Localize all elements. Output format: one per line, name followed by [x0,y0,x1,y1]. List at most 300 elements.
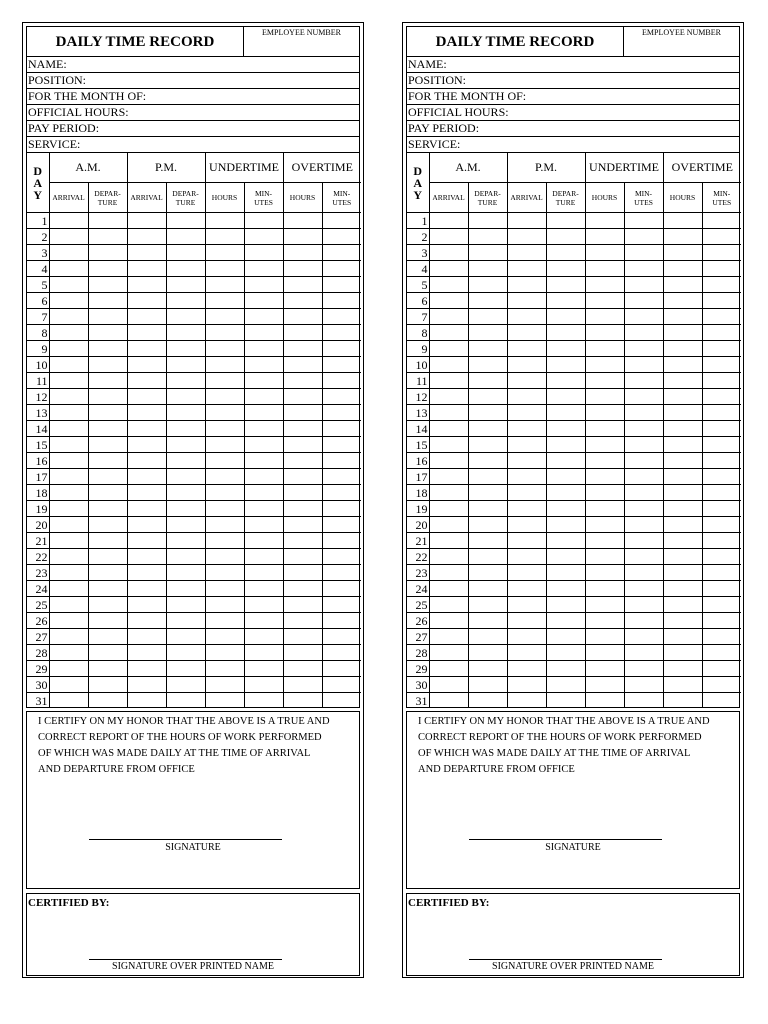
pm-departure-cell[interactable] [166,373,205,389]
overtime-minutes-cell[interactable] [702,373,741,389]
pm-arrival-cell[interactable] [127,325,166,341]
undertime-hours-cell[interactable] [205,357,244,373]
undertime-minutes-cell[interactable] [244,469,283,485]
am-departure-cell[interactable] [88,261,127,277]
overtime-minutes-cell[interactable] [322,661,361,677]
undertime-minutes-cell[interactable] [244,309,283,325]
pm-arrival-cell[interactable] [127,405,166,421]
undertime-hours-cell[interactable] [205,533,244,549]
pm-arrival-cell[interactable] [507,437,546,453]
pm-departure-cell[interactable] [166,613,205,629]
undertime-minutes-cell[interactable] [624,309,663,325]
am-departure-cell[interactable] [468,629,507,645]
undertime-minutes-cell[interactable] [244,405,283,421]
undertime-hours-cell[interactable] [205,661,244,677]
undertime-minutes-cell[interactable] [624,501,663,517]
undertime-minutes-cell[interactable] [244,421,283,437]
pm-arrival-cell[interactable] [507,261,546,277]
overtime-hours-cell[interactable] [283,501,322,517]
am-departure-cell[interactable] [88,309,127,325]
overtime-hours-cell[interactable] [663,277,702,293]
pm-departure-cell[interactable] [166,261,205,277]
overtime-minutes-cell[interactable] [322,581,361,597]
undertime-hours-cell[interactable] [585,581,624,597]
am-arrival-cell[interactable] [429,293,468,309]
am-arrival-cell[interactable] [49,469,88,485]
pm-arrival-cell[interactable] [127,389,166,405]
overtime-minutes-cell[interactable] [702,469,741,485]
overtime-hours-cell[interactable] [283,645,322,661]
undertime-hours-cell[interactable] [205,213,244,229]
am-departure-cell[interactable] [468,533,507,549]
pm-departure-cell[interactable] [166,437,205,453]
undertime-hours-cell[interactable] [205,485,244,501]
am-departure-cell[interactable] [88,277,127,293]
overtime-hours-cell[interactable] [283,661,322,677]
undertime-minutes-cell[interactable] [244,485,283,501]
am-arrival-cell[interactable] [49,389,88,405]
am-departure-cell[interactable] [468,229,507,245]
pm-departure-cell[interactable] [166,629,205,645]
undertime-hours-cell[interactable] [585,357,624,373]
am-arrival-cell[interactable] [429,565,468,581]
pm-departure-cell[interactable] [546,341,585,357]
am-departure-cell[interactable] [468,309,507,325]
am-departure-cell[interactable] [468,405,507,421]
undertime-hours-cell[interactable] [585,261,624,277]
am-departure-cell[interactable] [468,373,507,389]
pm-departure-cell[interactable] [166,517,205,533]
pm-departure-cell[interactable] [546,405,585,421]
overtime-hours-cell[interactable] [663,357,702,373]
am-departure-cell[interactable] [88,389,127,405]
pm-arrival-cell[interactable] [507,533,546,549]
am-arrival-cell[interactable] [49,597,88,613]
undertime-hours-cell[interactable] [585,309,624,325]
overtime-hours-cell[interactable] [663,389,702,405]
pm-arrival-cell[interactable] [127,261,166,277]
pm-departure-cell[interactable] [166,357,205,373]
undertime-hours-cell[interactable] [205,229,244,245]
overtime-hours-cell[interactable] [283,693,322,709]
overtime-hours-cell[interactable] [663,661,702,677]
position-field[interactable]: POSITION: [407,73,739,89]
pm-arrival-cell[interactable] [507,229,546,245]
pm-departure-cell[interactable] [546,533,585,549]
overtime-minutes-cell[interactable] [322,229,361,245]
pm-arrival-cell[interactable] [507,581,546,597]
undertime-hours-cell[interactable] [205,261,244,277]
am-departure-cell[interactable] [88,469,127,485]
overtime-hours-cell[interactable] [663,213,702,229]
overtime-hours-cell[interactable] [663,453,702,469]
undertime-minutes-cell[interactable] [624,485,663,501]
am-arrival-cell[interactable] [429,677,468,693]
am-departure-cell[interactable] [88,533,127,549]
undertime-minutes-cell[interactable] [244,277,283,293]
employee-signature-line[interactable] [469,839,662,840]
undertime-hours-cell[interactable] [585,389,624,405]
pm-departure-cell[interactable] [166,565,205,581]
am-departure-cell[interactable] [468,453,507,469]
am-departure-cell[interactable] [468,245,507,261]
pm-arrival-cell[interactable] [507,373,546,389]
undertime-minutes-cell[interactable] [624,213,663,229]
overtime-hours-cell[interactable] [283,437,322,453]
am-arrival-cell[interactable] [49,421,88,437]
am-departure-cell[interactable] [88,565,127,581]
overtime-minutes-cell[interactable] [322,517,361,533]
am-arrival-cell[interactable] [429,213,468,229]
overtime-hours-cell[interactable] [283,325,322,341]
pm-departure-cell[interactable] [166,309,205,325]
am-departure-cell[interactable] [468,549,507,565]
overtime-hours-cell[interactable] [283,533,322,549]
pm-arrival-cell[interactable] [127,373,166,389]
undertime-hours-cell[interactable] [585,373,624,389]
overtime-minutes-cell[interactable] [322,597,361,613]
pm-departure-cell[interactable] [166,325,205,341]
pm-departure-cell[interactable] [166,277,205,293]
pm-departure-cell[interactable] [546,469,585,485]
am-arrival-cell[interactable] [49,517,88,533]
pm-departure-cell[interactable] [546,421,585,437]
undertime-hours-cell[interactable] [585,597,624,613]
overtime-minutes-cell[interactable] [702,213,741,229]
pm-arrival-cell[interactable] [507,629,546,645]
overtime-hours-cell[interactable] [663,549,702,565]
undertime-hours-cell[interactable] [205,677,244,693]
pm-arrival-cell[interactable] [127,597,166,613]
am-departure-cell[interactable] [468,261,507,277]
pm-arrival-cell[interactable] [127,629,166,645]
overtime-hours-cell[interactable] [663,325,702,341]
overtime-minutes-cell[interactable] [322,629,361,645]
overtime-minutes-cell[interactable] [702,581,741,597]
pm-arrival-cell[interactable] [507,693,546,709]
pm-departure-cell[interactable] [166,453,205,469]
am-arrival-cell[interactable] [49,373,88,389]
pm-departure-cell[interactable] [546,229,585,245]
am-departure-cell[interactable] [468,485,507,501]
am-departure-cell[interactable] [88,245,127,261]
am-arrival-cell[interactable] [429,373,468,389]
name-field[interactable]: NAME: [407,57,739,73]
pm-arrival-cell[interactable] [507,645,546,661]
am-departure-cell[interactable] [468,645,507,661]
overtime-hours-cell[interactable] [663,517,702,533]
overtime-minutes-cell[interactable] [702,597,741,613]
overtime-hours-cell[interactable] [283,245,322,261]
name-field[interactable]: NAME: [27,57,359,73]
overtime-hours-cell[interactable] [663,293,702,309]
am-departure-cell[interactable] [468,613,507,629]
overtime-minutes-cell[interactable] [702,501,741,517]
pm-departure-cell[interactable] [546,613,585,629]
pm-departure-cell[interactable] [166,597,205,613]
overtime-minutes-cell[interactable] [702,229,741,245]
overtime-hours-cell[interactable] [663,437,702,453]
undertime-hours-cell[interactable] [205,453,244,469]
pm-departure-cell[interactable] [546,309,585,325]
overtime-hours-cell[interactable] [663,341,702,357]
overtime-hours-cell[interactable] [663,309,702,325]
pm-arrival-cell[interactable] [507,325,546,341]
undertime-hours-cell[interactable] [205,405,244,421]
undertime-hours-cell[interactable] [205,325,244,341]
undertime-hours-cell[interactable] [205,293,244,309]
pm-arrival-cell[interactable] [127,549,166,565]
overtime-hours-cell[interactable] [663,485,702,501]
undertime-hours-cell[interactable] [585,341,624,357]
pm-arrival-cell[interactable] [127,517,166,533]
undertime-minutes-cell[interactable] [244,261,283,277]
am-arrival-cell[interactable] [429,485,468,501]
am-arrival-cell[interactable] [49,341,88,357]
am-departure-cell[interactable] [88,453,127,469]
undertime-hours-cell[interactable] [585,613,624,629]
overtime-minutes-cell[interactable] [702,645,741,661]
am-departure-cell[interactable] [468,421,507,437]
overtime-minutes-cell[interactable] [702,261,741,277]
undertime-minutes-cell[interactable] [624,565,663,581]
pm-departure-cell[interactable] [166,581,205,597]
overtime-minutes-cell[interactable] [322,325,361,341]
undertime-hours-cell[interactable] [585,565,624,581]
pm-departure-cell[interactable] [166,485,205,501]
am-departure-cell[interactable] [468,597,507,613]
am-arrival-cell[interactable] [49,437,88,453]
pm-arrival-cell[interactable] [127,661,166,677]
pm-arrival-cell[interactable] [507,597,546,613]
overtime-minutes-cell[interactable] [322,245,361,261]
undertime-hours-cell[interactable] [205,565,244,581]
overtime-minutes-cell[interactable] [322,405,361,421]
pm-departure-cell[interactable] [546,213,585,229]
undertime-hours-cell[interactable] [585,405,624,421]
pm-departure-cell[interactable] [166,549,205,565]
undertime-minutes-cell[interactable] [244,533,283,549]
overtime-hours-cell[interactable] [283,357,322,373]
undertime-minutes-cell[interactable] [624,549,663,565]
overtime-hours-cell[interactable] [283,309,322,325]
overtime-hours-cell[interactable] [663,421,702,437]
overtime-minutes-cell[interactable] [702,437,741,453]
undertime-minutes-cell[interactable] [624,581,663,597]
pm-arrival-cell[interactable] [507,405,546,421]
pm-arrival-cell[interactable] [127,533,166,549]
am-departure-cell[interactable] [468,341,507,357]
pm-arrival-cell[interactable] [507,677,546,693]
overtime-minutes-cell[interactable] [702,677,741,693]
am-arrival-cell[interactable] [49,645,88,661]
pm-departure-cell[interactable] [546,389,585,405]
undertime-hours-cell[interactable] [585,325,624,341]
pm-arrival-cell[interactable] [507,517,546,533]
overtime-hours-cell[interactable] [663,501,702,517]
pm-departure-cell[interactable] [546,565,585,581]
overtime-minutes-cell[interactable] [702,421,741,437]
pm-arrival-cell[interactable] [127,485,166,501]
overtime-minutes-cell[interactable] [702,453,741,469]
undertime-minutes-cell[interactable] [624,389,663,405]
overtime-minutes-cell[interactable] [322,613,361,629]
pm-arrival-cell[interactable] [127,421,166,437]
service-field[interactable]: SERVICE: [27,137,359,153]
am-departure-cell[interactable] [468,293,507,309]
overtime-hours-cell[interactable] [663,261,702,277]
pm-arrival-cell[interactable] [127,677,166,693]
official-hours-field[interactable]: OFFICIAL HOURS: [407,105,739,121]
am-arrival-cell[interactable] [429,469,468,485]
undertime-hours-cell[interactable] [585,517,624,533]
overtime-minutes-cell[interactable] [702,293,741,309]
am-arrival-cell[interactable] [49,453,88,469]
pm-departure-cell[interactable] [546,581,585,597]
pm-departure-cell[interactable] [546,277,585,293]
overtime-hours-cell[interactable] [283,581,322,597]
undertime-minutes-cell[interactable] [244,245,283,261]
undertime-minutes-cell[interactable] [624,373,663,389]
pm-departure-cell[interactable] [546,501,585,517]
pm-arrival-cell[interactable] [127,341,166,357]
am-departure-cell[interactable] [88,341,127,357]
overtime-minutes-cell[interactable] [322,533,361,549]
pm-arrival-cell[interactable] [127,693,166,709]
overtime-hours-cell[interactable] [663,629,702,645]
am-departure-cell[interactable] [88,581,127,597]
pm-arrival-cell[interactable] [507,661,546,677]
am-arrival-cell[interactable] [49,213,88,229]
official-hours-field[interactable]: OFFICIAL HOURS: [27,105,359,121]
undertime-minutes-cell[interactable] [624,437,663,453]
overtime-minutes-cell[interactable] [322,309,361,325]
am-arrival-cell[interactable] [429,501,468,517]
am-arrival-cell[interactable] [429,421,468,437]
overtime-hours-cell[interactable] [663,405,702,421]
pm-departure-cell[interactable] [166,245,205,261]
pm-departure-cell[interactable] [166,661,205,677]
pm-arrival-cell[interactable] [507,453,546,469]
overtime-hours-cell[interactable] [283,341,322,357]
undertime-minutes-cell[interactable] [624,645,663,661]
am-arrival-cell[interactable] [429,533,468,549]
am-arrival-cell[interactable] [49,405,88,421]
am-departure-cell[interactable] [468,325,507,341]
am-departure-cell[interactable] [88,213,127,229]
undertime-hours-cell[interactable] [585,629,624,645]
pm-arrival-cell[interactable] [507,213,546,229]
pm-departure-cell[interactable] [546,693,585,709]
overtime-hours-cell[interactable] [663,613,702,629]
undertime-hours-cell[interactable] [585,677,624,693]
overtime-minutes-cell[interactable] [322,373,361,389]
am-arrival-cell[interactable] [49,661,88,677]
undertime-hours-cell[interactable] [205,469,244,485]
am-arrival-cell[interactable] [49,229,88,245]
pm-arrival-cell[interactable] [127,469,166,485]
undertime-hours-cell[interactable] [205,629,244,645]
undertime-minutes-cell[interactable] [244,325,283,341]
overtime-hours-cell[interactable] [283,261,322,277]
overtime-hours-cell[interactable] [283,277,322,293]
employee-number-label[interactable]: EMPLOYEE NUMBER [642,28,721,37]
am-arrival-cell[interactable] [49,581,88,597]
undertime-hours-cell[interactable] [205,693,244,709]
undertime-minutes-cell[interactable] [624,277,663,293]
undertime-minutes-cell[interactable] [244,341,283,357]
pm-arrival-cell[interactable] [507,277,546,293]
undertime-minutes-cell[interactable] [624,325,663,341]
undertime-minutes-cell[interactable] [244,453,283,469]
overtime-minutes-cell[interactable] [322,549,361,565]
am-arrival-cell[interactable] [429,693,468,709]
overtime-minutes-cell[interactable] [322,677,361,693]
undertime-hours-cell[interactable] [205,341,244,357]
undertime-minutes-cell[interactable] [624,469,663,485]
pm-departure-cell[interactable] [546,453,585,469]
am-arrival-cell[interactable] [49,485,88,501]
overtime-hours-cell[interactable] [663,677,702,693]
overtime-hours-cell[interactable] [283,373,322,389]
pm-arrival-cell[interactable] [127,581,166,597]
overtime-hours-cell[interactable] [663,229,702,245]
am-arrival-cell[interactable] [49,501,88,517]
am-departure-cell[interactable] [88,677,127,693]
pm-departure-cell[interactable] [546,245,585,261]
undertime-hours-cell[interactable] [585,485,624,501]
pm-departure-cell[interactable] [546,597,585,613]
overtime-hours-cell[interactable] [283,597,322,613]
overtime-minutes-cell[interactable] [702,661,741,677]
am-departure-cell[interactable] [468,693,507,709]
am-departure-cell[interactable] [88,293,127,309]
undertime-hours-cell[interactable] [205,277,244,293]
overtime-minutes-cell[interactable] [702,405,741,421]
undertime-minutes-cell[interactable] [244,389,283,405]
overtime-hours-cell[interactable] [663,373,702,389]
overtime-minutes-cell[interactable] [322,469,361,485]
am-arrival-cell[interactable] [49,693,88,709]
overtime-minutes-cell[interactable] [702,613,741,629]
overtime-hours-cell[interactable] [283,677,322,693]
pm-departure-cell[interactable] [166,693,205,709]
am-arrival-cell[interactable] [429,357,468,373]
am-departure-cell[interactable] [468,677,507,693]
pm-arrival-cell[interactable] [127,437,166,453]
am-departure-cell[interactable] [468,501,507,517]
pm-arrival-cell[interactable] [507,469,546,485]
pm-arrival-cell[interactable] [507,309,546,325]
am-departure-cell[interactable] [88,325,127,341]
overtime-hours-cell[interactable] [283,613,322,629]
pm-arrival-cell[interactable] [507,421,546,437]
undertime-hours-cell[interactable] [205,581,244,597]
pm-departure-cell[interactable] [546,517,585,533]
pm-arrival-cell[interactable] [127,501,166,517]
pm-departure-cell[interactable] [166,533,205,549]
pm-arrival-cell[interactable] [127,357,166,373]
overtime-hours-cell[interactable] [663,565,702,581]
am-arrival-cell[interactable] [49,549,88,565]
undertime-minutes-cell[interactable] [244,549,283,565]
am-departure-cell[interactable] [88,501,127,517]
am-arrival-cell[interactable] [429,245,468,261]
undertime-hours-cell[interactable] [205,389,244,405]
undertime-hours-cell[interactable] [205,501,244,517]
am-departure-cell[interactable] [468,565,507,581]
overtime-hours-cell[interactable] [283,405,322,421]
